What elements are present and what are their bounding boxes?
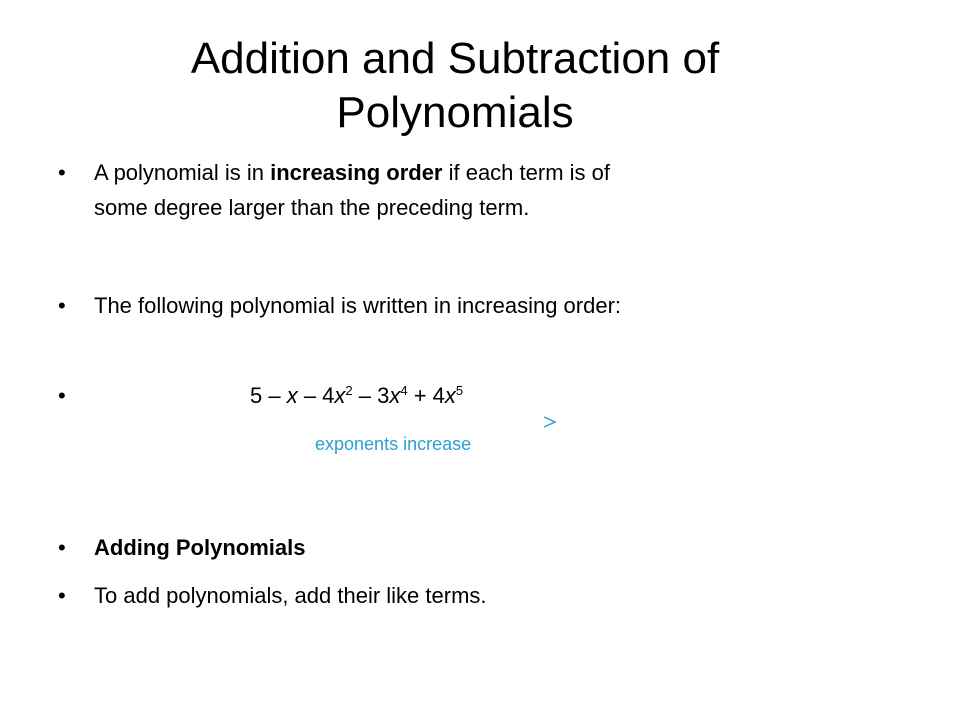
poly-variable: x [286,383,298,408]
bullet-marker: • [58,535,66,560]
slide-title: Addition and Subtraction of Polynomials [190,34,720,137]
bullet-marker: • [58,583,66,608]
bullet-marker: • [58,160,66,185]
exponents-increase-label: exponents increase [315,434,472,454]
poly-variable: x [334,383,346,408]
poly-exponent: 2 [345,383,353,398]
poly-term: + 4 [407,383,445,408]
bullet-text-part: A polynomial is in [94,160,271,185]
poly-term: – 4 [297,383,335,408]
bold-term-increasing-order: increasing order [270,160,443,185]
bullet-text: Adding Polynomials [94,535,306,560]
bullet-marker: • [58,383,66,408]
poly-term: – 3 [352,383,390,408]
bullet-text [94,155,610,225]
poly-variable: x [444,383,456,408]
bullet-text: To add polynomials, add their like terms. [94,583,487,608]
bullet-text-part: if each term is of [442,160,610,185]
poly-term: 5 – [250,383,287,408]
right-arrow-icon [238,414,558,430]
poly-exponent: 4 [400,383,408,398]
poly-exponent: 5 [455,383,464,398]
bullet-text-line2: some degree larger than the preceding term. [94,195,530,220]
poly-variable: x [389,383,401,408]
polynomial-expression [250,378,463,413]
bullet-marker: • [58,293,66,318]
bullet-text: The following polynomial is written in increasing order: [94,293,622,318]
